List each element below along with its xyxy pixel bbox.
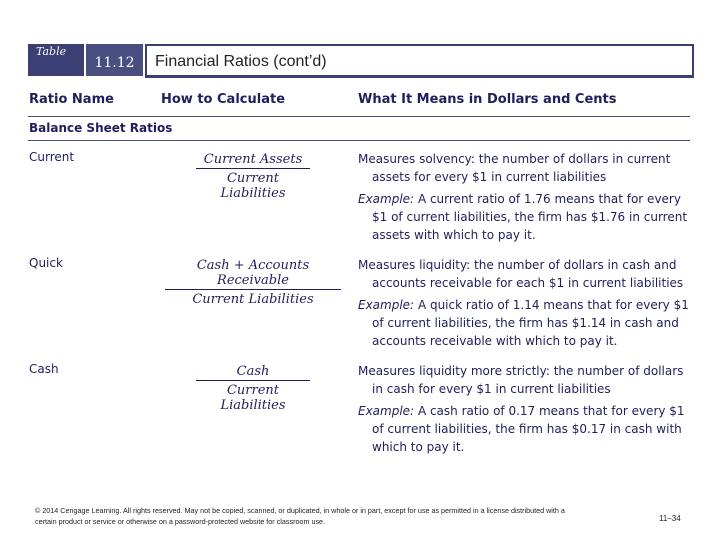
table-title: Financial Ratios (cont’d) [155,53,327,70]
meaning-current [358,150,698,244]
page-number: 11–34 [659,514,681,523]
ratio-name-current: Current [29,150,75,164]
example-label: Example: [358,404,415,418]
section-divider [28,140,690,141]
example-paragraph [358,190,698,244]
measure-text: Measures liquidity: the number of dollars in cash and accounts receivable for each $1 in current liabilities [358,258,684,290]
example-paragraph [358,402,698,456]
fraction-bar [196,168,310,169]
formula-denominator: Current Liabilities [220,171,286,201]
example-paragraph [358,296,698,350]
ratio-name-quick: Quick [29,256,63,270]
table-number: 11.12 [86,44,143,76]
formula-denominator: Current Liabilities [192,292,314,307]
example-text: A cash ratio of 0.17 means that for every $1 of current liabilities, the firm has $0.17 in cash with which to pay it. [372,404,685,454]
formula-quick [165,258,341,307]
meaning-quick [358,256,698,350]
ratio-name-cash: Cash [29,362,59,376]
formula-current [196,152,310,201]
measure-text: Measures liquidity more strictly: the number of dollars in cash for every $1 in current liabilities [358,364,684,396]
fraction-bar [165,289,341,290]
formula-denominator: Current Liabilities [220,383,286,413]
column-header-how-to-calculate: How to Calculate [161,92,286,107]
example-label: Example: [358,192,415,206]
fraction-bar [196,380,310,381]
column-header-meaning: What It Means in Dollars and Cents [358,92,617,107]
copyright-notice: © 2014 Cengage Learning. All rights reserved. May not be copied, scanned, or duplicated, in whole or in part, except for use as permitted in a license distributed with a certain product or service or otherwise on a password-protected website for classroom use. [35,506,565,526]
example-text: A current ratio of 1.76 means that for every $1 of current liabilities, the firm has $1.76 in current assets with which to pay it. [372,192,688,242]
meaning-cash [358,362,698,456]
formula-cash [196,364,310,413]
header-divider [28,116,690,117]
example-text: A quick ratio of 1.14 means that for every $1 of current liabilities, the firm has $1.14 in cash and accounts receivable with which to pay it. [372,298,689,348]
table-label: Table [36,45,67,58]
formula-numerator: Cash [236,364,270,379]
column-header-ratio-name: Ratio Name [29,92,114,107]
example-label: Example: [358,298,415,312]
formula-numerator: Current Assets [203,152,303,167]
measure-text: Measures solvency: the number of dollars in current assets for every $1 in current liabilities [358,152,671,184]
section-title: Balance Sheet Ratios [29,121,173,135]
formula-numerator: Cash + Accounts Receivable [196,258,310,288]
